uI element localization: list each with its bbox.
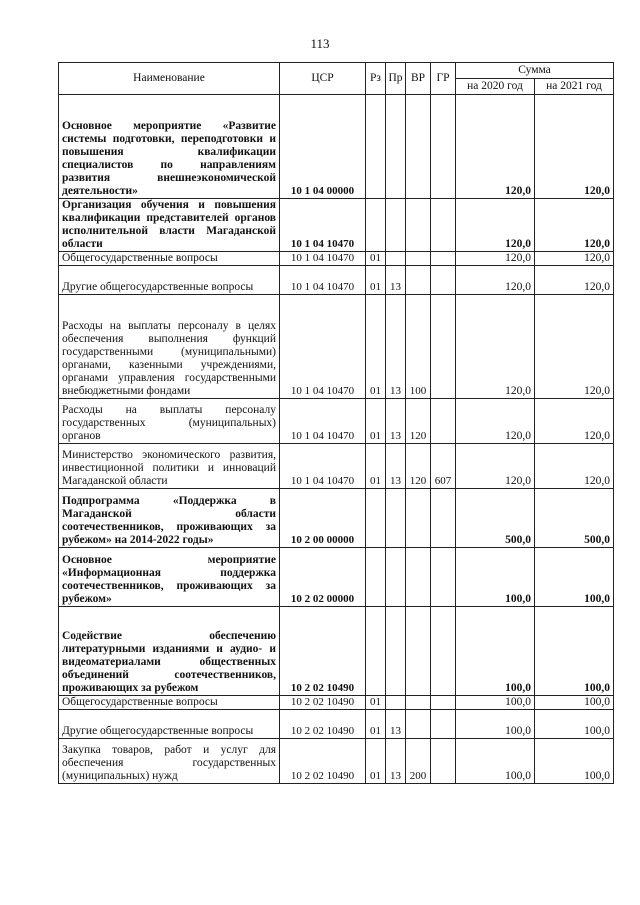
row-vr	[406, 548, 431, 607]
row-sum-2020: 120,0	[456, 295, 535, 399]
row-sum-2021: 100,0	[535, 548, 614, 607]
row-vr	[406, 95, 431, 199]
table-row	[59, 696, 614, 710]
row-name	[59, 266, 280, 295]
row-vr: 200	[406, 739, 431, 784]
row-csr: 10 1 04 10470	[280, 399, 366, 444]
row-csr: 10 2 00 00000	[280, 489, 366, 548]
row-sum-2021: 120,0	[535, 444, 614, 489]
row-name	[59, 444, 280, 489]
table-row	[59, 266, 614, 295]
row-name-text: Общегосударственные вопросы	[62, 696, 218, 708]
row-sum-2021: 120,0	[535, 399, 614, 444]
row-vr: 120	[406, 399, 431, 444]
table-body	[59, 95, 614, 784]
row-gr	[431, 295, 456, 399]
row-gr: 607	[431, 444, 456, 489]
row-rz: 01	[366, 295, 386, 399]
row-pr	[386, 95, 406, 199]
row-sum-2021: 500,0	[535, 489, 614, 548]
row-rz: 01	[366, 710, 386, 739]
row-name-text: Подпрограмма «Поддержка в Магаданской области соотечественников, проживающих за рубежом» на 2014-2022 годы»	[62, 495, 276, 546]
row-name	[59, 399, 280, 444]
row-name	[59, 696, 280, 710]
row-name	[59, 199, 280, 252]
header-year-2020: на 2020 год	[456, 79, 535, 95]
row-rz	[366, 607, 386, 696]
row-gr	[431, 489, 456, 548]
header-year-2021: на 2021 год	[535, 79, 614, 95]
row-name	[59, 295, 280, 399]
budget-table	[58, 62, 614, 784]
table-row	[59, 489, 614, 548]
row-csr: 10 1 04 10470	[280, 295, 366, 399]
table-row	[59, 607, 614, 696]
row-name	[59, 739, 280, 784]
row-vr: 120	[406, 444, 431, 489]
page-number: 113	[310, 36, 330, 51]
row-csr: 10 2 02 10490	[280, 739, 366, 784]
row-vr	[406, 266, 431, 295]
row-sum-2020: 100,0	[456, 696, 535, 710]
row-sum-2020: 500,0	[456, 489, 535, 548]
row-name-text: Содействие обеспечению литературными изданиями и аудио- и видеоматериалами общественных объединений соотечественников, проживающих за рубежом	[62, 630, 276, 694]
row-name-text: Министерство экономического развития, инвестиционной политики и инноваций Магаданской области	[62, 449, 276, 487]
table-row	[59, 252, 614, 266]
header-name: Наименование	[59, 63, 280, 95]
row-rz: 01	[366, 399, 386, 444]
table-row	[59, 710, 614, 739]
row-rz	[366, 548, 386, 607]
row-csr: 10 1 04 10470	[280, 266, 366, 295]
row-gr	[431, 199, 456, 252]
row-sum-2020: 120,0	[456, 266, 535, 295]
row-csr: 10 1 04 10470	[280, 199, 366, 252]
row-pr: 13	[386, 399, 406, 444]
table-row	[59, 548, 614, 607]
row-vr	[406, 199, 431, 252]
table-row	[59, 444, 614, 489]
row-name-text: Общегосударственные вопросы	[62, 252, 218, 264]
row-name-text: Расходы на выплаты персоналу государственных (муниципальных) органов	[62, 404, 276, 442]
row-gr	[431, 710, 456, 739]
row-rz	[366, 95, 386, 199]
row-pr	[386, 252, 406, 266]
row-pr: 13	[386, 444, 406, 489]
table-row	[59, 95, 614, 199]
row-sum-2020: 120,0	[456, 199, 535, 252]
row-csr: 10 2 02 10490	[280, 696, 366, 710]
row-name	[59, 607, 280, 696]
row-rz: 01	[366, 266, 386, 295]
row-name	[59, 710, 280, 739]
row-gr	[431, 266, 456, 295]
table-row	[59, 399, 614, 444]
row-rz: 01	[366, 252, 386, 266]
row-gr	[431, 252, 456, 266]
row-sum-2021: 120,0	[535, 95, 614, 199]
row-sum-2021: 120,0	[535, 252, 614, 266]
row-name-text: Основное мероприятие «Информационная поддержка соотечественников, проживающих за рубежом»	[62, 554, 276, 605]
header-csr: ЦСР	[280, 63, 366, 95]
row-pr	[386, 489, 406, 548]
row-pr: 13	[386, 266, 406, 295]
row-sum-2021: 100,0	[535, 710, 614, 739]
row-sum-2020: 120,0	[456, 444, 535, 489]
row-name-text: Закупка товаров, работ и услуг для обеспечения государственных (муниципальных) нужд	[62, 744, 276, 782]
row-vr	[406, 607, 431, 696]
row-csr: 10 2 02 00000	[280, 548, 366, 607]
row-sum-2020: 100,0	[456, 548, 535, 607]
row-rz: 01	[366, 444, 386, 489]
table-header	[59, 63, 614, 95]
row-gr	[431, 548, 456, 607]
row-pr	[386, 607, 406, 696]
row-csr: 10 2 02 10490	[280, 607, 366, 696]
table-row	[59, 199, 614, 252]
row-vr	[406, 696, 431, 710]
row-name-text: Другие общегосударственные вопросы	[62, 281, 254, 293]
row-name	[59, 95, 280, 199]
row-rz	[366, 199, 386, 252]
row-name-text: Другие общегосударственные вопросы	[62, 725, 254, 737]
row-sum-2021: 100,0	[535, 696, 614, 710]
row-vr	[406, 252, 431, 266]
row-gr	[431, 95, 456, 199]
row-gr	[431, 696, 456, 710]
row-sum-2021: 120,0	[535, 295, 614, 399]
row-name-text: Организация обучения и повышения квалификации представителей органов исполнительной власти Магаданской области	[62, 199, 276, 250]
row-gr	[431, 739, 456, 784]
table-row	[59, 295, 614, 399]
row-name-text: Основное мероприятие «Развитие системы подготовки, переподготовки и повышения квалификации специалистов по направлениям развития внешнеэкономической деятельности»	[62, 120, 276, 197]
row-sum-2020: 120,0	[456, 399, 535, 444]
row-pr	[386, 548, 406, 607]
row-sum-2020: 120,0	[456, 252, 535, 266]
row-pr	[386, 696, 406, 710]
row-sum-2021: 120,0	[535, 199, 614, 252]
row-name	[59, 489, 280, 548]
row-gr	[431, 399, 456, 444]
row-gr	[431, 607, 456, 696]
row-csr: 10 1 04 00000	[280, 95, 366, 199]
row-rz	[366, 489, 386, 548]
table-row	[59, 739, 614, 784]
row-sum-2021: 100,0	[535, 607, 614, 696]
row-pr: 13	[386, 739, 406, 784]
row-name-text: Расходы на выплаты персоналу в целях обеспечения выполнения функций государственными (муниципальными) органами, казенными учреждениями, органами управления государственными внебюджетными фондами	[62, 320, 276, 397]
row-name	[59, 548, 280, 607]
row-csr: 10 1 04 10470	[280, 444, 366, 489]
header-vr: ВР	[406, 63, 431, 95]
row-csr: 10 1 04 10470	[280, 252, 366, 266]
row-sum-2020: 100,0	[456, 607, 535, 696]
row-csr: 10 2 02 10490	[280, 710, 366, 739]
row-vr	[406, 710, 431, 739]
row-rz: 01	[366, 696, 386, 710]
row-sum-2020: 100,0	[456, 739, 535, 784]
header-pr: Пр	[386, 63, 406, 95]
header-rz: Рз	[366, 63, 386, 95]
row-sum-2020: 120,0	[456, 95, 535, 199]
header-gr: ГР	[431, 63, 456, 95]
row-pr: 13	[386, 710, 406, 739]
row-sum-2021: 120,0	[535, 266, 614, 295]
row-vr	[406, 489, 431, 548]
header-sum: Сумма	[456, 63, 614, 79]
row-name	[59, 252, 280, 266]
row-pr: 13	[386, 295, 406, 399]
row-sum-2021: 100,0	[535, 739, 614, 784]
row-rz: 01	[366, 739, 386, 784]
row-sum-2020: 100,0	[456, 710, 535, 739]
row-vr: 100	[406, 295, 431, 399]
row-pr	[386, 199, 406, 252]
